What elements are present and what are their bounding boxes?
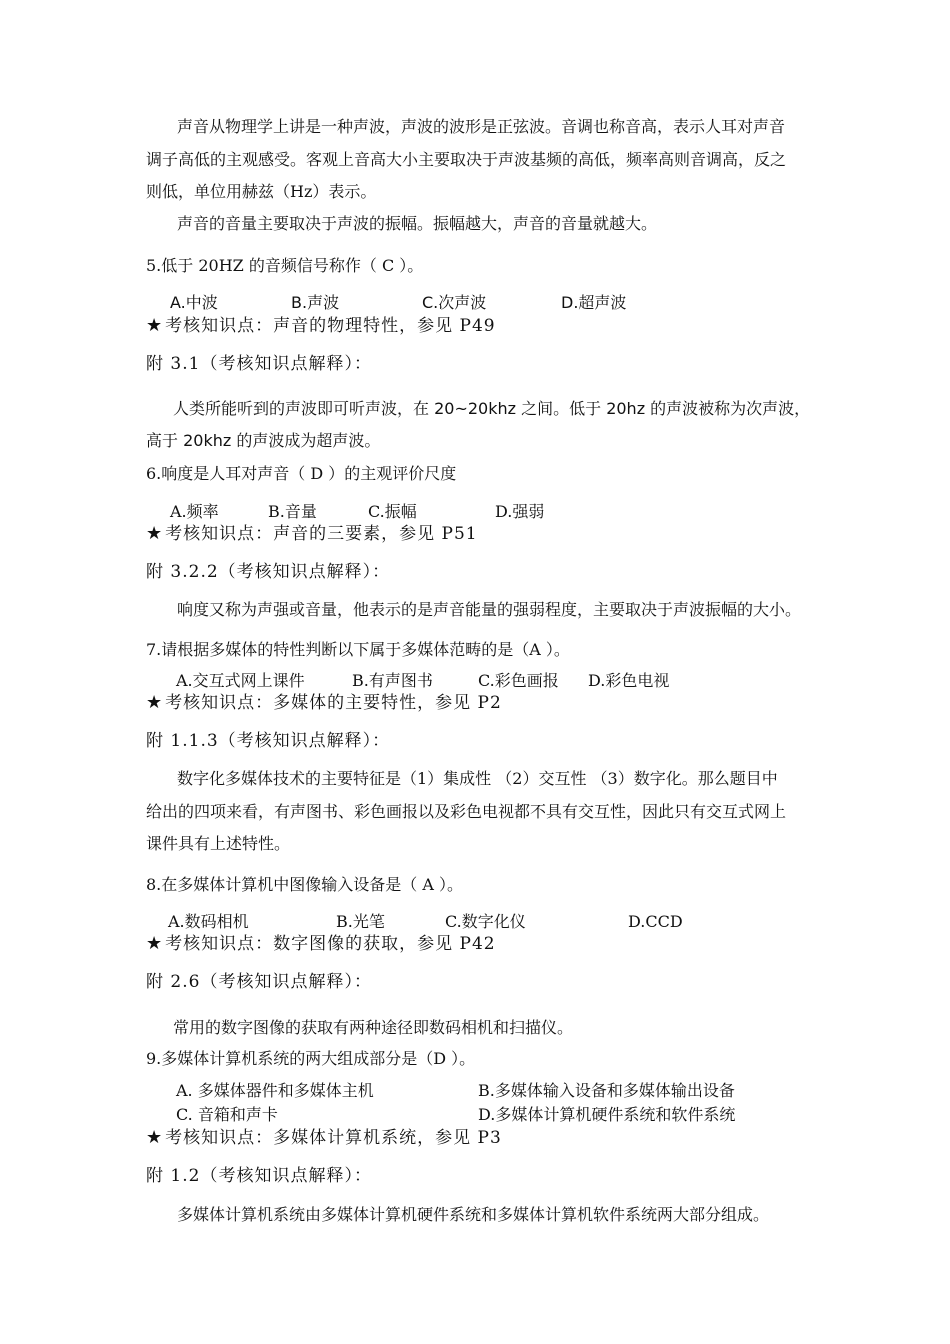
q9-option-a: A. 多媒体器件和多媒体主机 — [176, 1081, 374, 1100]
q6-option-a: A.频率 — [170, 502, 219, 521]
q7-knowledge-text: 考核知识点：多媒体的主要特性，参见 P2 — [165, 693, 502, 713]
q9-option-d: D.多媒体计算机硬件系统和软件系统 — [478, 1105, 736, 1124]
q8-option-b: B.光笔 — [336, 912, 385, 931]
q8-explain-line1: 常用的数字图像的获取有两种途径即数码相机和扫描仪。 — [173, 1018, 574, 1037]
q8-option-a: A.数码相机 — [168, 912, 249, 931]
q7-option-b: B.有声图书 — [352, 671, 433, 690]
q8-stem: 8.在多媒体计算机中图像输入设备是（ A ）。 — [146, 875, 463, 894]
q7-explain-line1: 数字化多媒体技术的主要特征是（1）集成性 （2）交互性 （3）数字化。那么题目中 — [177, 769, 778, 788]
q7-stem: 7.请根据多媒体的特性判断以下属于多媒体范畴的是（A ）。 — [146, 640, 570, 659]
q7-option-a: A.交互式网上课件 — [176, 671, 305, 690]
q6-option-d: D.强弱 — [495, 502, 545, 521]
q7-explain-line3: 课件具有上述特性。 — [146, 834, 291, 853]
q9-knowledge-text: 考核知识点：多媒体计算机系统，参见 P3 — [165, 1128, 502, 1148]
q8-knowledge-text: 考核知识点：数字图像的获取，参见 P42 — [165, 934, 496, 954]
q8-knowledge-point — [146, 934, 496, 954]
star-icon: ★ — [146, 523, 164, 544]
q9-stem: 9.多媒体计算机系统的两大组成部分是（D ）。 — [146, 1049, 476, 1068]
q9-option-c: C. 音箱和声卡 — [176, 1105, 278, 1124]
q9-appendix-heading: 附 1.2（考核知识点解释）： — [146, 1166, 372, 1186]
q5-option-c: C.次声波 — [422, 293, 487, 312]
q6-knowledge-text: 考核知识点：声音的三要素，参见 P51 — [165, 524, 478, 544]
q5-stem: 5.低于 20HZ 的音频信号称作（ C ）。 — [146, 256, 424, 275]
q8-appendix-heading: 附 2.6（考核知识点解释）： — [146, 972, 372, 992]
q8-option-d: D.CCD — [628, 912, 683, 931]
q5-knowledge-text: 考核知识点：声音的物理特性，参见 P49 — [165, 316, 496, 336]
q7-explain-line2: 给出的四项来看，有声图书、彩色画报以及彩色电视都不具有交互性，因此只有交互式网上 — [146, 802, 787, 821]
intro-para1-line1: 声音从物理学上讲是一种声波，声波的波形是正弦波。音调也称音高，表示人耳对声音 — [177, 117, 786, 136]
q5-appendix-heading: 附 3.1（考核知识点解释）： — [146, 354, 372, 374]
star-icon: ★ — [146, 1127, 164, 1148]
intro-para1-line2: 调子高低的主观感受。客观上音高大小主要取决于声波基频的高低，频率高则音调高，反之 — [146, 150, 787, 169]
q6-option-b: B.音量 — [268, 502, 317, 521]
q7-appendix-heading: 附 1.1.3（考核知识点解释）： — [146, 731, 391, 751]
intro-para2: 声音的音量主要取决于声波的振幅。振幅越大，声音的音量就越大。 — [177, 214, 658, 233]
q7-knowledge-point — [146, 693, 502, 713]
q5-knowledge-point — [146, 316, 496, 336]
q6-stem: 6.响度是人耳对声音（ D ）的主观评价尺度 — [146, 464, 457, 483]
q5-option-a: A.中波 — [170, 293, 218, 312]
q8-option-c: C.数字化仪 — [445, 912, 526, 931]
q9-option-b: B.多媒体输入设备和多媒体输出设备 — [478, 1081, 735, 1100]
star-icon: ★ — [146, 933, 164, 954]
q5-explain-line2: 高于 20khz 的声波成为超声波。 — [146, 431, 381, 450]
q7-option-d: D.彩色电视 — [588, 671, 670, 690]
q5-option-b: B.声波 — [291, 293, 340, 312]
q6-appendix-heading: 附 3.2.2（考核知识点解释）： — [146, 562, 391, 582]
star-icon: ★ — [146, 315, 164, 336]
q9-explain-line1: 多媒体计算机系统由多媒体计算机硬件系统和多媒体计算机软件系统两大部分组成。 — [177, 1205, 770, 1224]
star-icon: ★ — [146, 692, 164, 713]
q9-knowledge-point — [146, 1128, 502, 1148]
intro-para1-line3: 则低，单位用赫兹（Hz）表示。 — [146, 182, 377, 201]
q7-option-c: C.彩色画报 — [478, 671, 559, 690]
q5-option-d: D.超声波 — [561, 293, 627, 312]
q6-knowledge-point — [146, 524, 478, 544]
q6-explain-line1: 响度又称为声强或音量，他表示的是声音能量的强弱程度，主要取决于声波振幅的大小。 — [177, 600, 802, 619]
q6-option-c: C.振幅 — [368, 502, 417, 521]
q5-explain-line1: 人类所能听到的声波即可听声波，在 20~20khz 之间。低于 20hz 的声波被称为次声波， — [173, 399, 811, 418]
